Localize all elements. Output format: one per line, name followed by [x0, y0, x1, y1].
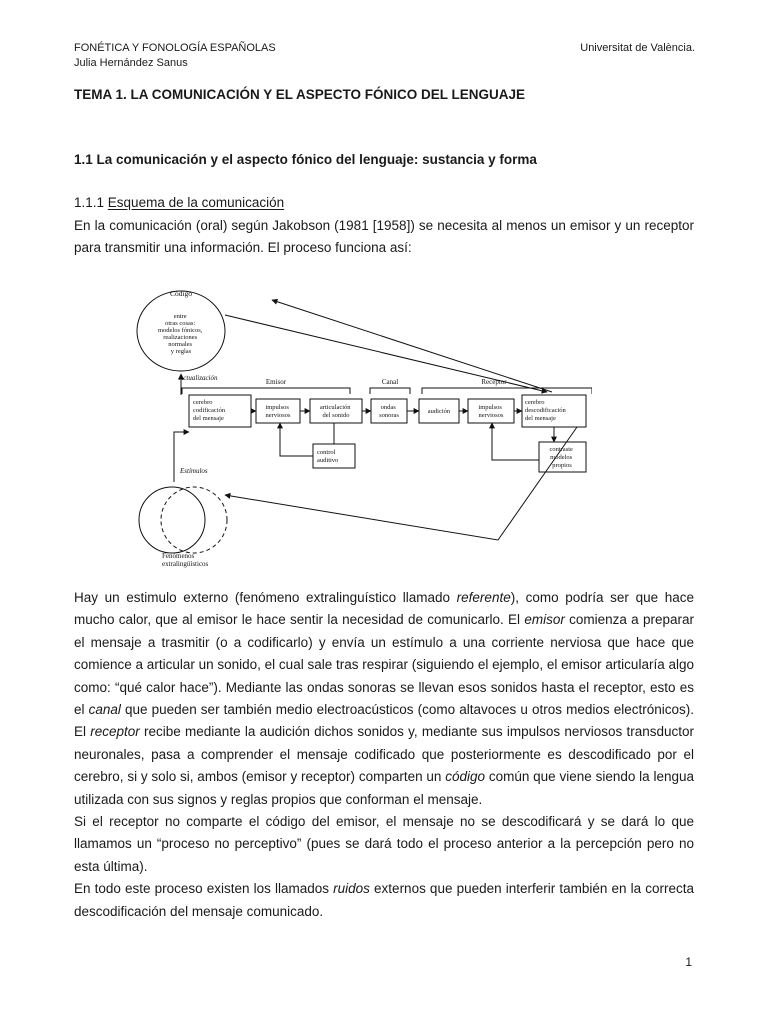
codigo-line: otras cosas:	[165, 320, 196, 327]
impulsos-receptor-text	[478, 404, 503, 419]
intro-paragraph: En la comunicación (oral) según Jakobson (1981 [1958]) se necesita al menos un emisor y un receptor para transmitir una información. El proceso funciona así:	[74, 218, 694, 256]
codigo-content	[158, 313, 204, 355]
codigo-line: normales	[168, 341, 193, 348]
page-number: 1	[685, 955, 692, 969]
term-canal: canal	[88, 702, 121, 718]
box-impulsos-receptor	[468, 399, 514, 423]
author-name: Julia Hernández Sanus	[74, 57, 188, 69]
text-run: común que viene siendo la lengua utilizada con sus signos y reglas propios que conforman el mensaje.	[74, 769, 695, 807]
box-line: ondas	[380, 404, 396, 411]
subsection-title: Esquema de la comunicación	[107, 195, 285, 210]
actualizacion-label: Actualización	[179, 374, 218, 382]
text-run: En todo este proceso existen los llamados	[74, 881, 334, 897]
communication-diagram	[132, 282, 592, 568]
term-emisor: emisor	[524, 612, 565, 628]
text-run: ), como podría ser que hace mucho calor, que al emisor le hace sentir la necesidad de comunicarlo. El	[74, 590, 695, 628]
paragraph-ruidos	[74, 878, 694, 923]
text-run: Hay un estimulo externo (fenómeno extralinguístico llamado	[74, 590, 457, 605]
box-line: propios	[552, 462, 572, 469]
term-codigo: código	[445, 769, 486, 785]
box-line: sonoras	[379, 412, 399, 419]
fenomenos-circle-dashed	[161, 487, 227, 553]
paragraph-no-perceptivo: Si el receptor no comparte el código del emisor, el mensaje no se descodificará y se dará lo que llamamos un “proceso no perceptivo” (pues se dará todo el proceso anterior a la percepción pero no esta última).	[74, 814, 694, 874]
codigo-line: y reglas	[170, 348, 192, 355]
box-line: contraste	[549, 446, 573, 453]
box-line: del mensaje	[193, 415, 224, 422]
canal-bracket	[370, 388, 410, 394]
box-line: nerviosos	[265, 412, 291, 419]
receptor-label: Receptor	[481, 378, 507, 386]
cerebro-codificacion-text	[193, 399, 227, 422]
receptor-bracket	[422, 388, 592, 394]
canal-label: Canal	[381, 378, 399, 386]
box-line: cerebro	[525, 399, 545, 406]
box-impulsos-emisor	[256, 399, 300, 423]
fenomenos-label	[162, 552, 209, 568]
box-line: del mensaje	[525, 415, 556, 422]
fenomenos-line: Fenómenos	[162, 552, 195, 560]
emisor-bracket	[182, 388, 350, 394]
emisor-label: Emisor	[265, 378, 287, 386]
box-line: impulsos	[265, 404, 289, 411]
box-line: impulsos	[478, 404, 502, 411]
box-articulacion	[310, 399, 362, 423]
university-name: Universitat de València.	[580, 42, 695, 54]
text-run: recibe mediante la audición dichos sonidos y, mediante sus impulsos nerviosos transductor neuronales, pasa a comprender el mensaje codificado que posteriormente es descodificado por el cerebro, si y solo si, ambos (emisor y receptor) comparten un	[74, 724, 694, 785]
course-name: FONÉTICA Y FONOLOGÍA ESPAÑOLAS	[74, 42, 276, 54]
term-ruidos: ruidos	[333, 881, 370, 897]
header-left	[74, 41, 276, 71]
articulacion-text	[320, 404, 352, 419]
subsection-heading	[74, 195, 284, 210]
box-line: auditivo	[317, 457, 339, 464]
control-auditivo-text	[317, 449, 338, 464]
box-ondas	[371, 399, 407, 423]
box-line: modelos	[550, 454, 573, 461]
text-run: externos que pueden interferir también en la correcta descodificación del mensaje comunicado.	[74, 881, 694, 919]
fenomenos-circle	[139, 487, 205, 553]
box-line: audición	[427, 408, 451, 415]
box-line: nerviosos	[478, 412, 504, 419]
page-title: TEMA 1. LA COMUNICACIÓN Y EL ASPECTO FÓNICO DEL LENGUAJE	[74, 87, 526, 102]
box-line: descodificación	[525, 407, 566, 414]
codigo-line: realizaciones	[163, 334, 198, 341]
term-receptor: receptor	[90, 724, 140, 740]
estimulos-label: Estímulos	[180, 467, 208, 475]
paragraph-process	[74, 587, 694, 811]
box-line: articulación	[319, 404, 351, 411]
impulsos-emisor-text	[265, 404, 290, 419]
box-line: control	[317, 449, 336, 456]
box-line: codificación	[193, 407, 226, 414]
box-control-auditivo	[313, 444, 355, 468]
text-run: que pueden ser también medio electroacústicos (como altavoces u otros medios electrónicos). El	[74, 702, 694, 740]
box-line: cerebro	[193, 399, 213, 406]
ondas-text	[379, 404, 399, 419]
codigo-line: entre	[173, 313, 187, 320]
codigo-line: modelos fónicos,	[157, 327, 203, 334]
body-text	[74, 587, 694, 923]
section-title: 1.1 La comunicación y el aspecto fónico del lenguaje: sustancia y forma	[74, 152, 537, 167]
codigo-label: Código	[169, 289, 193, 298]
term-referente: referente	[456, 590, 511, 605]
audicion-text	[428, 408, 451, 415]
box-line: del sonido	[322, 412, 350, 419]
cerebro-descodificacion-text	[525, 399, 567, 422]
contraste-text	[549, 446, 574, 469]
subsection-number: 1.1.1	[74, 195, 105, 210]
fenomenos-line: extralingüísticos	[162, 560, 209, 568]
text-run: comienza a preparar el mensaje a trasmitir (o a codificarlo) y envía un estímulo a una corriente nerviosa que hace que comience a articular un sonido, el cual sale tras respirar (siguiendo el ejemplo, el emisor articularía algo como: “qué calor hace”). Mediante las ondas sonoras se llevan esos sonidos hasta el receptor, esto es el	[74, 612, 694, 718]
